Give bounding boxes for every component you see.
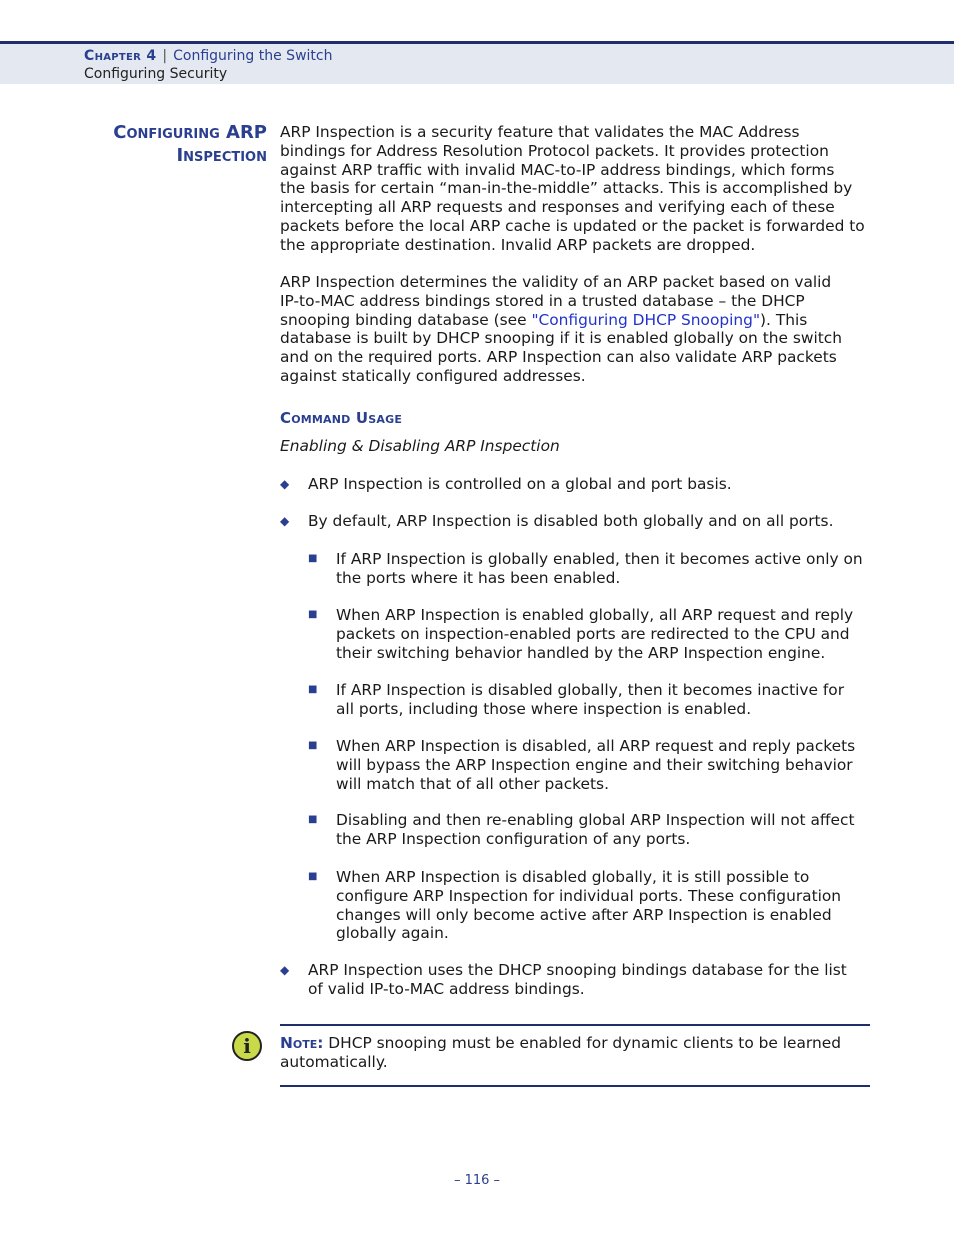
- note-line-1: DHCP snooping must be enabled for dynamic clients to be learned: [323, 1034, 841, 1052]
- note-bottom-rule: [280, 1085, 870, 1087]
- info-icon: i: [232, 1031, 262, 1061]
- text-line: against statically configured addresses.: [280, 366, 586, 385]
- text-line: ARP Inspection is controlled on a global and port basis.: [308, 475, 732, 493]
- text-line: packets before the local ARP cache is updated or the packet is forwarded to: [280, 216, 865, 235]
- header-separator: |: [162, 48, 168, 64]
- square-bullet-icon: ■: [308, 740, 318, 751]
- note-top-rule: [280, 1024, 870, 1026]
- text-line: When ARP Inspection is disabled globally, it is still possible to: [336, 868, 810, 886]
- text-line: globally again.: [336, 924, 449, 943]
- text-line: IP-to-MAC address bindings stored in a trusted database – the DHCP: [280, 291, 805, 310]
- header-chapter-line: [84, 48, 332, 64]
- section-heading: [67, 121, 267, 167]
- text-line: When ARP Inspection is disabled, all ARP request and reply packets: [336, 737, 856, 755]
- text-line: packets on inspection-enabled ports are redirected to the CPU and: [336, 624, 850, 643]
- square-bullet-icon: ■: [308, 871, 318, 882]
- sub-bullet-item: [336, 681, 873, 719]
- chapter-label: Chapter 4: [84, 48, 157, 64]
- square-bullet-icon: ■: [308, 609, 318, 620]
- text-line: If ARP Inspection is disabled globally, then it becomes inactive for: [336, 681, 845, 699]
- text-line: all ports, including those where inspection is enabled.: [336, 699, 752, 718]
- text-line: intercepting all ARP requests and responses and verifying each of these: [280, 198, 835, 217]
- diamond-bullet-icon: ◆: [280, 477, 290, 491]
- square-bullet-icon: ■: [308, 684, 318, 695]
- header-section: Configuring Security: [84, 66, 228, 82]
- bullet-item-2: [308, 512, 873, 531]
- sub-bullet-item: [336, 606, 873, 662]
- link-prefix: snooping binding database (see: [280, 310, 532, 329]
- section-heading-line2: Inspection: [176, 145, 267, 166]
- text-line-with-link: [280, 311, 872, 330]
- text-line: will bypass the ARP Inspection engine and their switching behavior: [336, 755, 853, 774]
- text-line: ARP Inspection determines the validity of an ARP packet based on valid: [280, 273, 832, 291]
- square-bullet-icon: ■: [308, 814, 318, 825]
- text-line: the basis for certain “man-in-the-middle” attacks. This is accomplished by: [280, 179, 853, 198]
- text-line: [280, 1034, 870, 1053]
- diamond-bullet-icon: ◆: [280, 963, 290, 977]
- text-line: database is built by DHCP snooping if it is enabled globally on the switch: [280, 329, 842, 348]
- sub-bullet-item: [336, 737, 873, 793]
- section-heading-line1: Configuring ARP: [113, 122, 267, 143]
- running-header: [0, 41, 954, 84]
- bullet-item-3: [308, 961, 873, 999]
- text-line: When ARP Inspection is enabled globally, all ARP request and reply: [336, 606, 854, 624]
- text-line: Disabling and then re-enabling global ARP Inspection will not affect: [336, 811, 855, 829]
- text-line: configure ARP Inspection for individual ports. These configuration: [336, 886, 842, 905]
- note-text: [280, 1034, 870, 1072]
- text-line: ARP Inspection uses the DHCP snooping bindings database for the list: [308, 961, 847, 979]
- text-line: and on the required ports. ARP Inspection can also validate ARP packets: [280, 348, 837, 367]
- note-line-2: automatically.: [280, 1052, 388, 1071]
- intro-paragraph-2: [280, 273, 872, 386]
- sub-bullet-item: [336, 868, 873, 943]
- text-line: changes will only become active after ARP Inspection is enabled: [336, 905, 832, 924]
- text-line: bindings for Address Resolution Protocol packets. It provides protection: [280, 141, 829, 160]
- diamond-bullet-icon: ◆: [280, 514, 290, 528]
- text-line: the appropriate destination. Invalid ARP packets are dropped.: [280, 235, 756, 254]
- sub-bullet-item: [336, 811, 873, 849]
- command-usage-heading: Command Usage: [280, 409, 403, 427]
- intro-paragraph-1: [280, 123, 872, 255]
- command-usage-subtitle: Enabling & Disabling ARP Inspection: [280, 437, 560, 455]
- text-line: the ARP Inspection configuration of any ports.: [336, 829, 691, 848]
- text-line: of valid IP-to-MAC address bindings.: [308, 979, 585, 998]
- text-line: ARP Inspection is a security feature that validates the MAC Address: [280, 123, 800, 141]
- text-line: their switching behavior handled by the ARP Inspection engine.: [336, 643, 826, 662]
- text-line: the ports where it has been enabled.: [336, 568, 621, 587]
- dhcp-snooping-link[interactable]: "Configuring DHCP Snooping": [531, 310, 761, 329]
- text-line: will match that of all other packets.: [336, 774, 609, 793]
- sub-bullet-item: [336, 550, 873, 588]
- link-suffix: ). This: [760, 310, 808, 329]
- text-line: against ARP traffic with invalid MAC-to-IP address bindings, which forms: [280, 160, 835, 179]
- text-line: If ARP Inspection is globally enabled, then it becomes active only on: [336, 550, 863, 568]
- chapter-title: Configuring the Switch: [173, 48, 333, 64]
- bullet-item-1: [308, 475, 873, 494]
- text-line: By default, ARP Inspection is disabled both globally and on all ports.: [308, 512, 834, 530]
- page-number: – 116 –: [453, 1173, 501, 1188]
- note-label: Note:: [280, 1034, 324, 1052]
- square-bullet-icon: ■: [308, 553, 318, 564]
